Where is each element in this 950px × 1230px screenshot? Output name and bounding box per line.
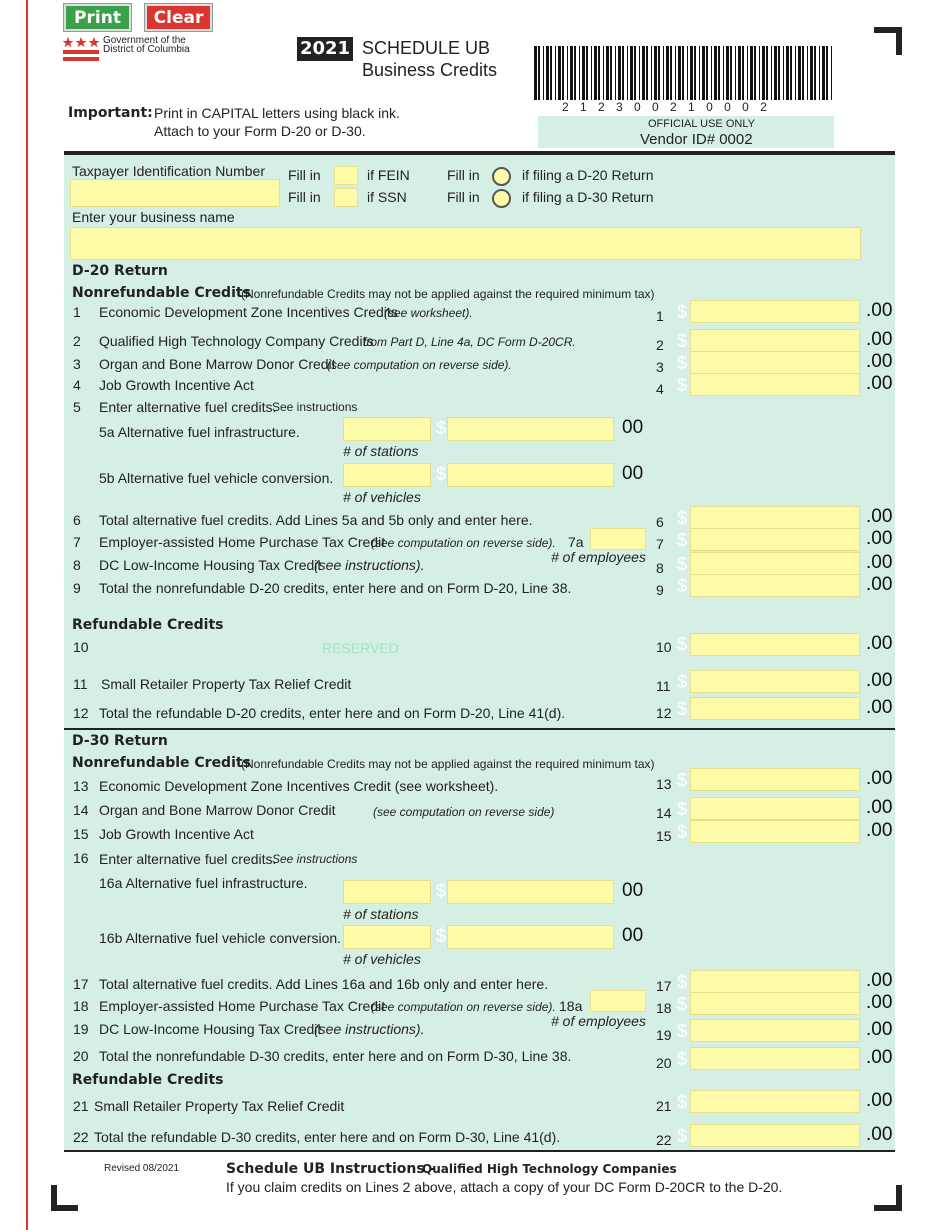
line-18-label: Employer-assisted Home Purchase Tax Credit [99, 998, 386, 1014]
line-18a-input[interactable] [590, 990, 646, 1012]
business-name-label: Enter your business name [72, 209, 235, 225]
barcode-bar [714, 46, 717, 100]
line-6-dollar: $ [677, 508, 688, 528]
line-5a-dollar: $ [436, 418, 447, 438]
tin-label: Taxpayer Identification Number [72, 163, 265, 179]
barcode-bar [634, 46, 636, 100]
line-12-label: Total the refundable D-20 credits, enter here and on Form D-20, Line 41(d). [99, 705, 566, 721]
gov-line-1: Government of the [103, 35, 186, 46]
line-10-cents: .00 [866, 633, 893, 654]
line-21-amount-input[interactable] [690, 1090, 860, 1113]
line-17-number: 17 [73, 976, 89, 992]
line-12-cents: .00 [866, 697, 893, 718]
line-21-cents: .00 [866, 1090, 893, 1111]
line-11-right-number: 11 [656, 678, 671, 694]
line-6-number: 6 [73, 512, 81, 528]
line-14-label: Organ and Bone Marrow Donor Credit [99, 802, 336, 818]
d20-ref-heading: Refundable Credits [72, 617, 224, 633]
line-9-number: 9 [73, 580, 81, 596]
line-5b-count-input[interactable] [343, 463, 431, 487]
barcode-bar [786, 46, 789, 100]
line-9-right-number: 9 [656, 582, 664, 598]
barcode-bar [663, 46, 664, 100]
line-14-cents: .00 [866, 797, 893, 818]
line-15-right-number: 15 [656, 828, 672, 844]
line-21-label: Small Retailer Property Tax Relief Credit [94, 1098, 345, 1114]
barcode-bar [651, 46, 652, 100]
line-16a-amount-input[interactable] [447, 880, 614, 904]
barcode-bar [646, 46, 648, 100]
line-19-amount-input[interactable] [690, 1019, 860, 1042]
line-16a-sub-label: # of stations [343, 906, 419, 922]
line-13-number: 13 [73, 778, 89, 794]
d20-nonref-heading: Nonrefundable Credits [72, 285, 251, 301]
line-7a-input[interactable] [590, 528, 646, 550]
line-13-right-number: 13 [656, 776, 672, 792]
barcode-bar [550, 46, 552, 100]
line-12-amount-input[interactable] [690, 697, 860, 720]
line-7-label: Employer-assisted Home Purchase Tax Credit [99, 534, 386, 550]
line-2-note: from Part D, Line 4a, DC Form D-20CR. [363, 335, 576, 349]
fill-in-d30-label: Fill in [447, 189, 480, 205]
line-9-amount-input[interactable] [690, 574, 860, 597]
barcode-bar [670, 46, 672, 100]
line-12-number: 12 [73, 705, 89, 721]
barcode-bar [790, 46, 792, 100]
barcode-bar [735, 46, 736, 100]
line-5-number: 5 [73, 399, 81, 415]
line-4-right-number: 4 [656, 381, 664, 397]
line-16b-cents: 00 [622, 925, 644, 946]
line-5-note: See instructions [272, 400, 358, 414]
line-17-right-number: 17 [656, 978, 672, 994]
line-3-cents: .00 [866, 351, 893, 372]
line-16-note: See instructions [272, 852, 358, 866]
line-2-right-number: 2 [656, 337, 664, 353]
line-15-amount-input[interactable] [690, 820, 860, 843]
line-9-cents: .00 [866, 574, 893, 595]
barcode-bar [586, 46, 588, 100]
line-14-number: 14 [73, 802, 89, 818]
line-16b-dollar: $ [436, 926, 447, 946]
barcode-bar [819, 46, 820, 100]
line-10-reserved: RESERVED [322, 640, 399, 656]
barcode-bar [675, 46, 676, 100]
line-18-number: 18 [73, 998, 89, 1014]
line-5a-count-input[interactable] [343, 417, 431, 441]
important-line-2: Attach to your Form D-20 or D-30. [154, 123, 366, 139]
line-22-cents: .00 [866, 1124, 893, 1145]
footer-title: Schedule UB Instructions - [226, 1161, 436, 1177]
line-4-amount-input[interactable] [690, 373, 860, 396]
line-7-number: 7 [73, 534, 81, 550]
barcode-bar [778, 46, 780, 100]
line-13-amount-input[interactable] [690, 768, 860, 791]
business-name-input[interactable] [70, 227, 861, 260]
line-9-dollar: $ [677, 576, 688, 596]
line-16b-amount-input[interactable] [447, 925, 614, 949]
barcode-bar [810, 46, 813, 100]
line-6-right-number: 6 [656, 514, 664, 530]
line-20-amount-input[interactable] [690, 1047, 860, 1070]
d30-nonref-heading: Nonrefundable Credits [72, 755, 251, 771]
footer-title-2: Qualified High Technology Companies [422, 1162, 677, 1176]
barcode-bar [591, 46, 592, 100]
d20-heading: D-20 Return [72, 263, 168, 279]
dc-flag-logo [63, 36, 99, 62]
line-8-dollar: $ [677, 554, 688, 574]
barcode-bar [555, 46, 556, 100]
section-separator [64, 728, 895, 730]
barcode-bar [822, 46, 825, 100]
barcode-bar [723, 46, 724, 100]
d30-nonref-note: (Nonrefundable Credits may not be applied against the required minimum tax) [241, 757, 655, 771]
line-7-right-number: 7 [656, 536, 664, 552]
line-12-dollar: $ [677, 699, 688, 719]
line-4-dollar: $ [677, 375, 688, 395]
line-16a-dollar: $ [436, 881, 447, 901]
line-5a-amount-input[interactable] [447, 417, 614, 441]
barcode-bar [538, 46, 540, 100]
line-11-label: Small Retailer Property Tax Relief Credit [101, 676, 352, 692]
line-14-amount-input[interactable] [690, 797, 860, 820]
line-7-cents: .00 [866, 528, 893, 549]
line-15-label: Job Growth Incentive Act [99, 826, 254, 842]
d20-nonref-note: (Nonrefundable Credits may not be applied against the required minimum tax) [241, 287, 655, 301]
barcode-bar [570, 46, 573, 100]
line-10-amount-input[interactable] [690, 633, 860, 656]
line-3-right-number: 3 [656, 359, 664, 375]
line-4-number: 4 [73, 377, 81, 393]
line-13-label: Economic Development Zone Incentives Credit (see worksheet). [99, 778, 499, 794]
barcode-bar [630, 46, 633, 100]
barcode-digits: 2 1 2 3 0 0 2 1 0 0 0 2 [562, 100, 771, 114]
line-7-note: (see computation on reverse side). [371, 536, 556, 550]
line-20-label: Total the nonrefundable D-30 credits, enter here and on Form D-30, Line 38. [99, 1048, 572, 1064]
fill-in-fein-label: Fill in [288, 167, 321, 183]
line-3-amount-input[interactable] [690, 351, 860, 374]
barcode-bar [682, 46, 684, 100]
line-6-amount-input[interactable] [690, 506, 860, 529]
line-6-label: Total alternative fuel credits. Add Lines 5a and 5b only and enter here. [99, 512, 533, 528]
print-button[interactable]: Print [64, 4, 131, 31]
barcode-bar [690, 46, 693, 100]
line-15-number: 15 [73, 826, 89, 842]
corner-mark-bottom-left-h [51, 1205, 78, 1211]
line-19-note: (see instructions). [314, 1021, 425, 1037]
line-16-number: 16 [73, 850, 89, 866]
left-margin-line [26, 0, 28, 1230]
line-8-cents: .00 [866, 552, 893, 573]
line-18-amount-input[interactable] [690, 992, 860, 1015]
barcode-bar [562, 46, 564, 100]
line-7a-label: 7a [568, 534, 584, 550]
line-3-label: Organ and Bone Marrow Donor Credit [99, 356, 336, 372]
d20-return-label: if filing a D-20 Return [522, 167, 654, 183]
barcode-bar [759, 46, 760, 100]
line-16b-label: 16b Alternative fuel vehicle conversion. [99, 930, 342, 946]
line-1-number: 1 [73, 304, 81, 320]
barcode-bar [574, 46, 576, 100]
line-21-right-number: 21 [656, 1098, 672, 1114]
d20-return-radio[interactable] [492, 167, 511, 186]
barcode-bar [694, 46, 696, 100]
line-20-cents: .00 [866, 1047, 893, 1068]
line-22-amount-input[interactable] [690, 1124, 860, 1147]
line-18-right-number: 18 [656, 1000, 672, 1016]
barcode-bar [582, 46, 585, 100]
line-19-number: 19 [73, 1021, 89, 1037]
barcode-bar [534, 46, 537, 100]
line-3-number: 3 [73, 356, 81, 372]
year-badge: 2021 [297, 37, 353, 61]
line-15-cents: .00 [866, 820, 893, 841]
line-10-number: 10 [73, 639, 89, 655]
barcode-bar [771, 46, 772, 100]
line-5a-sub-label: # of stations [343, 443, 419, 459]
line-16-label: Enter alternative fuel credits. [99, 851, 277, 867]
line-20-right-number: 20 [656, 1055, 672, 1071]
barcode-bar [730, 46, 732, 100]
line-1-cents: .00 [866, 300, 893, 321]
barcode-bar [615, 46, 616, 100]
line-5b-amount-input[interactable] [447, 463, 614, 487]
barcode-bar [687, 46, 688, 100]
barcode-bar [750, 46, 753, 100]
bottom-rule [64, 1150, 895, 1152]
schedule-subtitle: Business Credits [362, 60, 498, 80]
footer-text: If you claim credits on Lines 2 above, attach a copy of your DC Form D-20CR to the D-20. [226, 1179, 783, 1195]
barcode-bar [718, 46, 720, 100]
d30-return-label: if filing a D-30 Return [522, 189, 654, 205]
line-5a-label: 5a Alternative fuel infrastructure. [99, 424, 300, 440]
line-16a-cents: 00 [622, 880, 644, 901]
fein-checkbox[interactable] [334, 166, 358, 185]
line-1-dollar: $ [677, 302, 688, 322]
important-label: Important: [68, 105, 153, 121]
line-20-dollar: $ [677, 1049, 688, 1069]
barcode-bar [831, 46, 832, 100]
barcode-bar [598, 46, 600, 100]
line-7-employees-label: # of employees [551, 549, 646, 565]
barcode-bar [711, 46, 712, 100]
d30-return-radio[interactable] [492, 189, 511, 208]
line-16b-sub-label: # of vehicles [343, 951, 421, 967]
line-11-amount-input[interactable] [690, 670, 860, 693]
barcode-bar [639, 46, 640, 100]
line-10-dollar: $ [677, 634, 688, 654]
barcode-bar [610, 46, 612, 100]
important-line-1: Print in CAPITAL letters using black ink. [154, 105, 400, 121]
barcode-bar [622, 46, 624, 100]
barcode-bar [618, 46, 621, 100]
line-22-number: 22 [73, 1129, 89, 1145]
line-10-right-number: 10 [656, 639, 672, 655]
line-19-cents: .00 [866, 1019, 893, 1040]
d30-heading: D-30 Return [72, 733, 168, 749]
line-22-right-number: 22 [656, 1132, 672, 1148]
line-1-amount-input[interactable] [690, 300, 860, 323]
barcode-bar [654, 46, 657, 100]
line-8-label: DC Low-Income Housing Tax Credit [99, 557, 322, 573]
corner-mark-bottom-right-h [874, 1205, 902, 1211]
line-16a-count-input[interactable] [343, 880, 431, 904]
barcode-bar [742, 46, 744, 100]
barcode-bar [795, 46, 796, 100]
line-2-dollar: $ [677, 331, 688, 351]
line-14-right-number: 14 [656, 805, 672, 821]
barcode-bar [747, 46, 748, 100]
barcode-bar [658, 46, 660, 100]
line-1-note: (see worksheet). [384, 306, 473, 320]
line-18-dollar: $ [677, 994, 688, 1014]
line-8-amount-input[interactable] [690, 552, 860, 575]
line-13-dollar: $ [677, 770, 688, 790]
line-21-dollar: $ [677, 1092, 688, 1112]
barcode-bar [802, 46, 804, 100]
barcode-bar [706, 46, 708, 100]
gov-line-2: District of Columbia [103, 44, 190, 55]
line-4-label: Job Growth Incentive Act [99, 377, 254, 393]
line-2-cents: .00 [866, 329, 893, 350]
line-5a-cents: 00 [622, 417, 644, 438]
corner-mark-top-right-v [896, 27, 902, 55]
fill-in-ssn-label: Fill in [288, 189, 321, 205]
line-8-note: (see instructions). [314, 557, 425, 573]
barcode-bar [738, 46, 741, 100]
barcode-bar [567, 46, 568, 100]
line-1-right-number: 1 [656, 308, 664, 324]
line-6-cents: .00 [866, 506, 893, 527]
barcode-bar [726, 46, 729, 100]
barcode-bar [807, 46, 808, 100]
line-15-dollar: $ [677, 822, 688, 842]
d30-ref-heading: Refundable Credits [72, 1072, 224, 1088]
line-21-number: 21 [73, 1098, 89, 1114]
barcode-bar [762, 46, 765, 100]
line-5b-label: 5b Alternative fuel vehicle conversion. [99, 470, 334, 486]
line-20-number: 20 [73, 1048, 89, 1064]
line-14-dollar: $ [677, 799, 688, 819]
barcode-bar [606, 46, 609, 100]
line-7-dollar: $ [677, 530, 688, 550]
barcode-bar [579, 46, 580, 100]
barcode-bar [774, 46, 777, 100]
line-22-label: Total the refundable D-30 credits, enter here and on Form D-30, Line 41(d). [94, 1129, 561, 1145]
vendor-id: Vendor ID# 0002 [640, 131, 753, 148]
line-16a-label: 16a Alternative fuel infrastructure. [99, 875, 308, 891]
barcode-bar [678, 46, 681, 100]
line-16b-count-input[interactable] [343, 925, 431, 949]
barcode-bar [783, 46, 784, 100]
line-5-label: Enter alternative fuel credits. [99, 399, 277, 415]
line-17-cents: .00 [866, 970, 893, 991]
barcode-bar [642, 46, 645, 100]
line-8-number: 8 [73, 557, 81, 573]
line-9-label: Total the nonrefundable D-20 credits, enter here and on Form D-20, Line 38. [99, 580, 572, 596]
line-19-right-number: 19 [656, 1027, 672, 1043]
line-11-number: 11 [73, 676, 88, 692]
barcode-bar [766, 46, 768, 100]
barcode-bar [814, 46, 816, 100]
barcode-bar [543, 46, 544, 100]
line-5b-dollar: $ [436, 464, 447, 484]
line-1-label: Economic Development Zone Incentives Credits [99, 304, 398, 320]
barcode-bar [702, 46, 705, 100]
ssn-checkbox[interactable] [334, 188, 358, 207]
barcode-bar [627, 46, 628, 100]
line-18-employees-label: # of employees [551, 1013, 646, 1029]
barcode-bar [826, 46, 828, 100]
line-18-note: (see computation on reverse side). [371, 1000, 556, 1014]
barcode-bar [754, 46, 756, 100]
line-3-dollar: $ [677, 353, 688, 373]
barcode-bar [594, 46, 597, 100]
line-17-dollar: $ [677, 972, 688, 992]
line-14-note: (see computation on reverse side) [373, 805, 555, 819]
revised-date: Revised 08/2021 [104, 1163, 180, 1174]
line-5b-sub-label: # of vehicles [343, 489, 421, 505]
line-8-right-number: 8 [656, 560, 664, 576]
official-use-label: OFFICIAL USE ONLY [648, 118, 755, 130]
line-7-amount-input[interactable] [690, 528, 860, 551]
barcode-bar [558, 46, 561, 100]
barcode-bar [546, 46, 549, 100]
if-ssn-label: if SSN [367, 189, 407, 205]
barcode [534, 46, 838, 101]
clear-button[interactable]: Clear [145, 4, 212, 31]
line-2-number: 2 [73, 333, 81, 349]
line-12-right-number: 12 [656, 705, 672, 721]
fill-in-d20-label: Fill in [447, 167, 480, 183]
barcode-bar [666, 46, 669, 100]
line-11-dollar: $ [677, 672, 688, 692]
if-fein-label: if FEIN [367, 167, 410, 183]
line-13-cents: .00 [866, 768, 893, 789]
schedule-title: SCHEDULE UB [362, 38, 491, 58]
line-18a-label: 18a [559, 998, 583, 1014]
line-17-amount-input[interactable] [690, 970, 860, 993]
line-2-amount-input[interactable] [690, 329, 860, 352]
line-5b-cents: 00 [622, 463, 644, 484]
line-22-dollar: $ [677, 1126, 688, 1146]
line-19-dollar: $ [677, 1021, 688, 1041]
line-4-cents: .00 [866, 373, 893, 394]
barcode-bar [699, 46, 700, 100]
line-11-cents: .00 [866, 670, 893, 691]
line-2-label: Qualified High Technology Company Credits [99, 333, 374, 349]
barcode-bar [798, 46, 801, 100]
line-17-label: Total alternative fuel credits. Add Lines 16a and 16b only and enter here. [99, 976, 549, 992]
barcode-bar [603, 46, 604, 100]
tin-input[interactable] [70, 179, 280, 207]
line-19-label: DC Low-Income Housing Tax Credit [99, 1021, 322, 1037]
line-18-cents: .00 [866, 992, 893, 1013]
line-3-note: (see computation on reverse side). [327, 358, 512, 372]
